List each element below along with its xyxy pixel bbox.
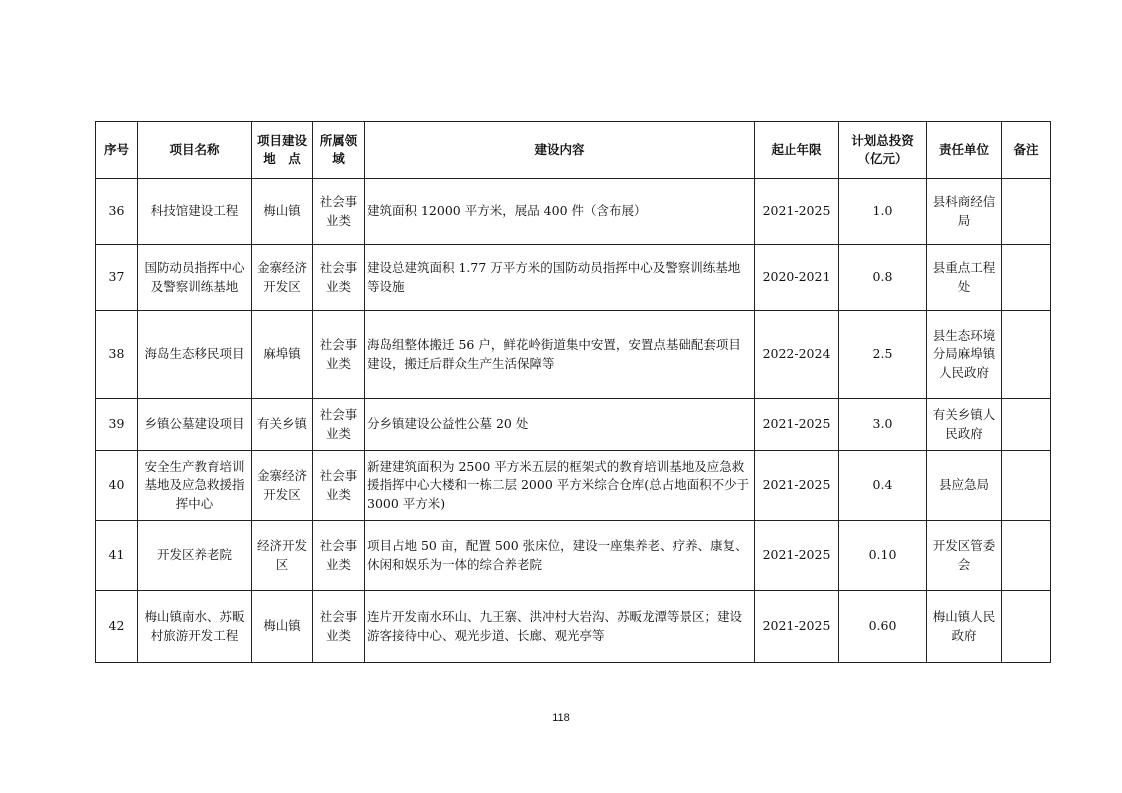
cell-period: 2021-2025	[755, 399, 839, 451]
cell-index: 36	[96, 179, 138, 245]
header-index: 序号	[96, 122, 138, 179]
cell-unit: 梅山镇人民政府	[927, 591, 1002, 663]
cell-note	[1002, 591, 1051, 663]
cell-location: 有关乡镇	[252, 399, 313, 451]
header-investment: 计划总投资（亿元）	[839, 122, 927, 179]
cell-investment: 0.8	[839, 245, 927, 311]
table-row	[96, 399, 1051, 451]
table-row	[96, 179, 1051, 245]
cell-unit: 有关乡镇人民政府	[927, 399, 1002, 451]
cell-note	[1002, 245, 1051, 311]
cell-content: 分乡镇建设公益性公墓 20 处	[365, 399, 755, 451]
cell-field: 社会事业类	[313, 521, 365, 591]
cell-index: 42	[96, 591, 138, 663]
cell-field: 社会事业类	[313, 399, 365, 451]
cell-note	[1002, 179, 1051, 245]
project-table	[95, 121, 1051, 663]
cell-name: 科技馆建设工程	[138, 179, 252, 245]
cell-location: 经济开发区	[252, 521, 313, 591]
table-row	[96, 245, 1051, 311]
cell-field: 社会事业类	[313, 591, 365, 663]
cell-investment: 1.0	[839, 179, 927, 245]
cell-content: 海岛组整体搬迁 56 户，鲜花岭街道集中安置，安置点基础配套项目建设，搬迁后群众生产生活保障等	[365, 311, 755, 399]
cell-content: 建设总建筑面积 1.77 万平方米的国防动员指挥中心及警察训练基地等设施	[365, 245, 755, 311]
page-number: 118	[552, 712, 570, 724]
cell-location: 麻埠镇	[252, 311, 313, 399]
cell-location: 金寨经济开发区	[252, 451, 313, 521]
cell-period: 2020-2021	[755, 245, 839, 311]
table-row	[96, 521, 1051, 591]
table-row	[96, 451, 1051, 521]
cell-name: 安全生产教育培训基地及应急救援指挥中心	[138, 451, 252, 521]
cell-unit: 县应急局	[927, 451, 1002, 521]
cell-investment: 2.5	[839, 311, 927, 399]
cell-name: 梅山镇南水、苏畈村旅游开发工程	[138, 591, 252, 663]
cell-period: 2021-2025	[755, 521, 839, 591]
cell-investment: 3.0	[839, 399, 927, 451]
header-field: 所属领域	[313, 122, 365, 179]
cell-investment: 0.10	[839, 521, 927, 591]
table-row	[96, 591, 1051, 663]
table-header-row	[96, 122, 1051, 179]
cell-index: 39	[96, 399, 138, 451]
cell-unit: 县科商经信局	[927, 179, 1002, 245]
cell-field: 社会事业类	[313, 179, 365, 245]
cell-note	[1002, 521, 1051, 591]
cell-content: 新建建筑面积为 2500 平方米五层的框架式的教育培训基地及应急救援指挥中心大楼和一栋二层 2000 平方米综合仓库(总占地面积不少于 3000 平方米)	[365, 451, 755, 521]
cell-location: 梅山镇	[252, 179, 313, 245]
header-unit: 责任单位	[927, 122, 1002, 179]
header-content: 建设内容	[365, 122, 755, 179]
cell-field: 社会事业类	[313, 451, 365, 521]
cell-field: 社会事业类	[313, 245, 365, 311]
cell-name: 开发区养老院	[138, 521, 252, 591]
cell-location: 金寨经济开发区	[252, 245, 313, 311]
cell-investment: 0.60	[839, 591, 927, 663]
header-name: 项目名称	[138, 122, 252, 179]
cell-unit: 开发区管委会	[927, 521, 1002, 591]
cell-period: 2021-2025	[755, 591, 839, 663]
cell-content: 建筑面积 12000 平方米，展品 400 件（含布展）	[365, 179, 755, 245]
header-note: 备注	[1002, 122, 1051, 179]
header-period: 起止年限	[755, 122, 839, 179]
cell-index: 37	[96, 245, 138, 311]
cell-unit: 县重点工程处	[927, 245, 1002, 311]
cell-period: 2022-2024	[755, 311, 839, 399]
cell-location: 梅山镇	[252, 591, 313, 663]
header-location: 项目建设地 点	[252, 122, 313, 179]
cell-note	[1002, 399, 1051, 451]
cell-investment: 0.4	[839, 451, 927, 521]
cell-note	[1002, 311, 1051, 399]
cell-unit: 县生态环境分局麻埠镇人民政府	[927, 311, 1002, 399]
cell-content: 项目占地 50 亩，配置 500 张床位，建设一座集养老、疗养、康复、休闲和娱乐为一体的综合养老院	[365, 521, 755, 591]
table-row	[96, 311, 1051, 399]
cell-name: 国防动员指挥中心及警察训练基地	[138, 245, 252, 311]
cell-content: 连片开发南水环山、九王寨、洪冲村大岩沟、苏畈龙潭等景区；建设游客接待中心、观光步道、长廊、观光亭等	[365, 591, 755, 663]
cell-field: 社会事业类	[313, 311, 365, 399]
cell-period: 2021-2025	[755, 451, 839, 521]
cell-index: 41	[96, 521, 138, 591]
cell-note	[1002, 451, 1051, 521]
cell-index: 38	[96, 311, 138, 399]
cell-index: 40	[96, 451, 138, 521]
cell-name: 海岛生态移民项目	[138, 311, 252, 399]
cell-period: 2021-2025	[755, 179, 839, 245]
cell-name: 乡镇公墓建设项目	[138, 399, 252, 451]
